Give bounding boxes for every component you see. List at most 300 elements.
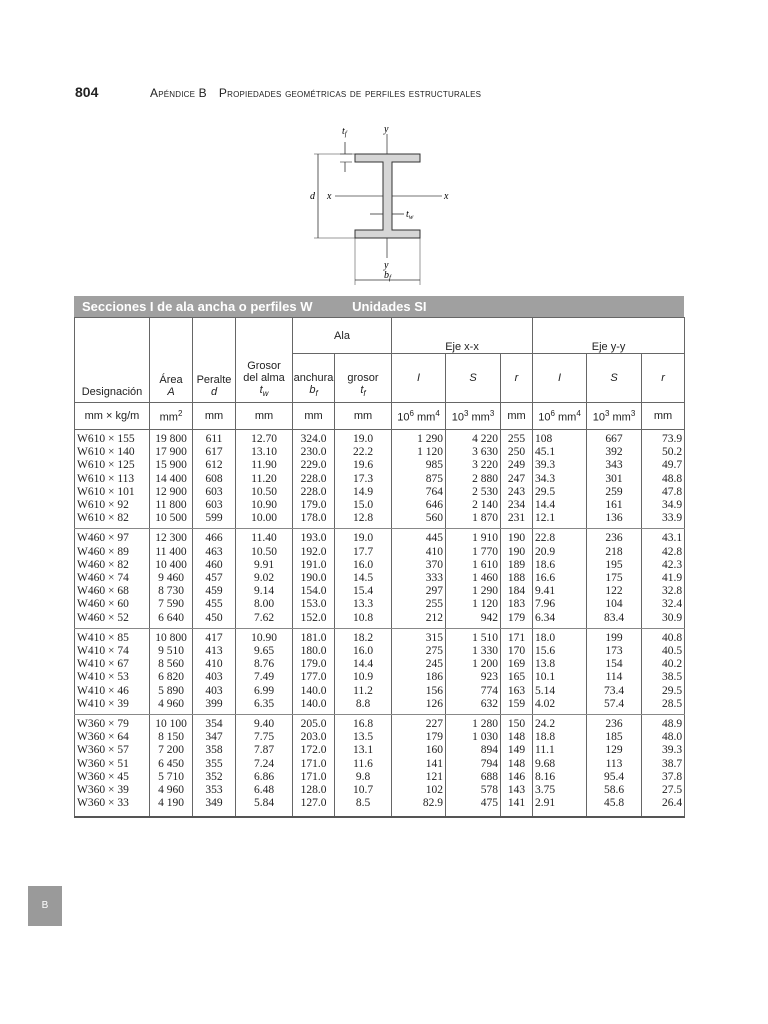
cell-grosor-alma: 10.90	[236, 499, 293, 512]
cell-area: 12 900	[150, 486, 193, 499]
cell-anchura: 229.0	[293, 459, 335, 472]
cell-grosor: 16.0	[335, 645, 392, 658]
cell-peralte: 466	[193, 529, 236, 546]
cell-sxx: 1 870	[446, 512, 501, 529]
w-section-diagram	[300, 120, 470, 290]
cell-anchura: 153.0	[293, 598, 335, 611]
cell-area: 10 100	[150, 715, 193, 732]
cell-syy: 114	[587, 671, 642, 684]
cell-grosor: 15.0	[335, 499, 392, 512]
cell-designacion: W360 × 64	[75, 731, 150, 744]
cell-sxx: 1 030	[446, 731, 501, 744]
cell-peralte: 358	[193, 744, 236, 757]
cell-sxx: 774	[446, 685, 501, 698]
page-number: 804	[75, 84, 99, 100]
cell-rxx: 169	[501, 658, 533, 671]
cell-syy: 236	[587, 715, 642, 732]
cell-ixx: 370	[392, 559, 446, 572]
table-row	[75, 572, 685, 585]
cell-grosor: 8.5	[335, 797, 392, 817]
table-row	[75, 628, 685, 645]
cell-anchura: 152.0	[293, 612, 335, 629]
cell-rxx: 250	[501, 446, 533, 459]
cell-rxx: 183	[501, 598, 533, 611]
cell-syy: 301	[587, 473, 642, 486]
cell-grosor: 12.8	[335, 512, 392, 529]
cell-designacion: W610 × 155	[75, 430, 150, 447]
cell-iyy: 6.34	[533, 612, 587, 629]
cell-grosor: 16.0	[335, 559, 392, 572]
cell-sxx: 2 880	[446, 473, 501, 486]
cell-rxx: 149	[501, 744, 533, 757]
cell-syy: 195	[587, 559, 642, 572]
cell-iyy: 39.3	[533, 459, 587, 472]
x-label-right: x	[444, 191, 449, 202]
cell-grosor-alma: 6.35	[236, 698, 293, 715]
cell-iyy: 2.91	[533, 797, 587, 817]
cell-peralte: 355	[193, 758, 236, 771]
col-designacion: Designación	[75, 318, 150, 403]
cell-grosor-alma: 11.40	[236, 529, 293, 546]
cell-sxx: 923	[446, 671, 501, 684]
cell-grosor: 9.8	[335, 771, 392, 784]
cell-peralte: 608	[193, 473, 236, 486]
table-row	[75, 698, 685, 715]
cell-grosor: 19.0	[335, 430, 392, 447]
table-row	[75, 645, 685, 658]
tf-label: $t_f$	[342, 126, 347, 138]
cell-peralte: 349	[193, 797, 236, 817]
cell-peralte: 347	[193, 731, 236, 744]
cell-syy: 173	[587, 645, 642, 658]
cell-rxx: 243	[501, 486, 533, 499]
cell-grosor-alma: 5.84	[236, 797, 293, 817]
cell-anchura: 127.0	[293, 797, 335, 817]
cell-rxx: 249	[501, 459, 533, 472]
cell-ryy: 40.5	[642, 645, 685, 658]
cell-area: 17 900	[150, 446, 193, 459]
cell-ixx: 764	[392, 486, 446, 499]
col-ixx: I	[392, 354, 446, 403]
cell-anchura: 171.0	[293, 771, 335, 784]
cell-peralte: 455	[193, 598, 236, 611]
cell-rxx: 190	[501, 529, 533, 546]
cell-iyy: 20.9	[533, 546, 587, 559]
cell-ryy: 32.4	[642, 598, 685, 611]
cell-ryy: 26.4	[642, 797, 685, 817]
cell-iyy: 3.75	[533, 784, 587, 797]
cell-area: 4 190	[150, 797, 193, 817]
table-row	[75, 446, 685, 459]
cell-designacion: W360 × 39	[75, 784, 150, 797]
table-row	[75, 559, 685, 572]
cell-grosor-alma: 9.40	[236, 715, 293, 732]
cell-area: 8 560	[150, 658, 193, 671]
page-header	[75, 84, 481, 100]
cell-peralte: 603	[193, 486, 236, 499]
cell-sxx: 3 630	[446, 446, 501, 459]
col-peralte: Peralte d	[193, 318, 236, 403]
cell-ixx: 315	[392, 628, 446, 645]
cell-rxx: 143	[501, 784, 533, 797]
cell-sxx: 4 220	[446, 430, 501, 447]
cell-ryy: 30.9	[642, 612, 685, 629]
cell-syy: 199	[587, 628, 642, 645]
cell-rxx: 163	[501, 685, 533, 698]
cell-designacion: W360 × 45	[75, 771, 150, 784]
cell-ixx: 445	[392, 529, 446, 546]
cell-iyy: 13.8	[533, 658, 587, 671]
cell-ixx: 186	[392, 671, 446, 684]
cell-iyy: 16.6	[533, 572, 587, 585]
cell-rxx: 148	[501, 731, 533, 744]
cell-ixx: 1 290	[392, 430, 446, 447]
cell-anchura: 191.0	[293, 559, 335, 572]
cell-peralte: 459	[193, 585, 236, 598]
cell-rxx: 148	[501, 758, 533, 771]
cell-ixx: 82.9	[392, 797, 446, 817]
cell-syy: 104	[587, 598, 642, 611]
col-sxx: S	[446, 354, 501, 403]
cell-peralte: 617	[193, 446, 236, 459]
cell-peralte: 413	[193, 645, 236, 658]
cell-designacion: W410 × 39	[75, 698, 150, 715]
cell-peralte: 457	[193, 572, 236, 585]
properties-table	[74, 296, 684, 818]
cell-grosor: 17.3	[335, 473, 392, 486]
cell-grosor: 10.8	[335, 612, 392, 629]
col-rxx: r	[501, 354, 533, 403]
cell-area: 4 960	[150, 784, 193, 797]
cell-area: 7 590	[150, 598, 193, 611]
cell-ryy: 47.8	[642, 486, 685, 499]
cell-anchura: 178.0	[293, 512, 335, 529]
units-label: Unidades SI	[352, 299, 427, 314]
cell-ixx: 646	[392, 499, 446, 512]
cell-sxx: 794	[446, 758, 501, 771]
cell-ixx: 333	[392, 572, 446, 585]
cell-ixx: 255	[392, 598, 446, 611]
unit-ixx: $10^6$ $mm^4$	[392, 403, 446, 430]
cell-grosor-alma: 10.90	[236, 628, 293, 645]
cell-syy: 73.4	[587, 685, 642, 698]
cell-iyy: 5.14	[533, 685, 587, 698]
cell-grosor-alma: 10.50	[236, 546, 293, 559]
cell-ryy: 48.9	[642, 715, 685, 732]
cell-syy: 57.4	[587, 698, 642, 715]
cell-grosor: 13.5	[335, 731, 392, 744]
cell-designacion: W360 × 33	[75, 797, 150, 817]
cell-sxx: 2 530	[446, 486, 501, 499]
cell-designacion: W460 × 82	[75, 559, 150, 572]
cell-ryy: 38.7	[642, 758, 685, 771]
cell-rxx: 188	[501, 572, 533, 585]
cell-anchura: 179.0	[293, 499, 335, 512]
cell-sxx: 1 290	[446, 585, 501, 598]
cell-anchura: 172.0	[293, 744, 335, 757]
cell-grosor-alma: 8.76	[236, 658, 293, 671]
cell-grosor-alma: 9.65	[236, 645, 293, 658]
table-row	[75, 585, 685, 598]
cell-grosor: 16.8	[335, 715, 392, 732]
cell-area: 11 800	[150, 499, 193, 512]
table-row	[75, 715, 685, 732]
cell-area: 12 300	[150, 529, 193, 546]
cell-ixx: 297	[392, 585, 446, 598]
cell-syy: 95.4	[587, 771, 642, 784]
cell-iyy: 9.68	[533, 758, 587, 771]
cell-iyy: 18.6	[533, 559, 587, 572]
cell-anchura: 205.0	[293, 715, 335, 732]
unit-grosor-alma: mm	[236, 403, 293, 430]
cell-peralte: 612	[193, 459, 236, 472]
cell-area: 10 500	[150, 512, 193, 529]
cell-anchura: 230.0	[293, 446, 335, 459]
table-row	[75, 512, 685, 529]
unit-anchura: mm	[293, 403, 335, 430]
cell-grosor-alma: 6.86	[236, 771, 293, 784]
cell-grosor-alma: 11.90	[236, 459, 293, 472]
cell-sxx: 688	[446, 771, 501, 784]
tw-label: $t_w$	[406, 209, 414, 221]
cell-iyy: 15.6	[533, 645, 587, 658]
cell-syy: 161	[587, 499, 642, 512]
cell-area: 5 890	[150, 685, 193, 698]
cell-grosor: 14.9	[335, 486, 392, 499]
cell-sxx: 1 910	[446, 529, 501, 546]
cell-grosor: 13.3	[335, 598, 392, 611]
cell-grosor: 14.4	[335, 658, 392, 671]
cell-designacion: W610 × 101	[75, 486, 150, 499]
cell-area: 6 820	[150, 671, 193, 684]
cell-ryy: 27.5	[642, 784, 685, 797]
cell-designacion: W360 × 57	[75, 744, 150, 757]
cell-designacion: W610 × 125	[75, 459, 150, 472]
unit-peralte: mm	[193, 403, 236, 430]
appendix-side-tab: B	[28, 886, 62, 926]
cell-grosor-alma: 7.49	[236, 671, 293, 684]
cell-ryy: 40.8	[642, 628, 685, 645]
cell-designacion: W410 × 85	[75, 628, 150, 645]
cell-iyy: 34.3	[533, 473, 587, 486]
cell-ixx: 985	[392, 459, 446, 472]
cell-grosor: 10.9	[335, 671, 392, 684]
cell-area: 9 460	[150, 572, 193, 585]
cell-rxx: 165	[501, 671, 533, 684]
cell-grosor-alma: 6.48	[236, 784, 293, 797]
cell-peralte: 599	[193, 512, 236, 529]
cell-syy: 58.6	[587, 784, 642, 797]
cell-grosor-alma: 10.50	[236, 486, 293, 499]
cell-syy: 175	[587, 572, 642, 585]
cell-syy: 122	[587, 585, 642, 598]
cell-peralte: 403	[193, 671, 236, 684]
cell-peralte: 352	[193, 771, 236, 784]
cell-anchura: 228.0	[293, 486, 335, 499]
cell-designacion: W460 × 68	[75, 585, 150, 598]
table-title: Secciones I de ala ancha o perfiles W	[82, 299, 313, 314]
cell-syy: 259	[587, 486, 642, 499]
cell-anchura: 140.0	[293, 698, 335, 715]
cell-sxx: 894	[446, 744, 501, 757]
cell-peralte: 353	[193, 784, 236, 797]
section-table	[74, 317, 685, 818]
cell-sxx: 1 510	[446, 628, 501, 645]
cell-anchura: 203.0	[293, 731, 335, 744]
cell-syy: 129	[587, 744, 642, 757]
cell-ixx: 102	[392, 784, 446, 797]
cell-grosor: 8.8	[335, 698, 392, 715]
cell-ryy: 38.5	[642, 671, 685, 684]
y-label-bottom: y	[384, 260, 389, 271]
table-row	[75, 430, 685, 447]
table-row	[75, 731, 685, 744]
cell-designacion: W460 × 97	[75, 529, 150, 546]
cell-ixx: 245	[392, 658, 446, 671]
table-row	[75, 658, 685, 671]
cell-grosor-alma: 9.14	[236, 585, 293, 598]
cell-iyy: 18.8	[533, 731, 587, 744]
cell-sxx: 632	[446, 698, 501, 715]
cell-anchura: 177.0	[293, 671, 335, 684]
table-row	[75, 486, 685, 499]
col-ala: Ala	[293, 318, 392, 354]
cell-peralte: 603	[193, 499, 236, 512]
cell-syy: 113	[587, 758, 642, 771]
cell-area: 8 730	[150, 585, 193, 598]
unit-syy: $10^3$ $mm^3$	[587, 403, 642, 430]
cell-iyy: 29.5	[533, 486, 587, 499]
cell-grosor-alma: 11.20	[236, 473, 293, 486]
y-label-top: y	[384, 124, 389, 135]
cell-area: 11 400	[150, 546, 193, 559]
cell-rxx: 247	[501, 473, 533, 486]
cell-grosor-alma: 9.02	[236, 572, 293, 585]
cell-designacion: W460 × 60	[75, 598, 150, 611]
cell-area: 10 400	[150, 559, 193, 572]
cell-sxx: 1 200	[446, 658, 501, 671]
col-syy: S	[587, 354, 642, 403]
cell-grosor: 14.5	[335, 572, 392, 585]
cell-grosor-alma: 7.24	[236, 758, 293, 771]
cell-ixx: 227	[392, 715, 446, 732]
cell-ryy: 73.9	[642, 430, 685, 447]
col-grosor-alma: Grosor del alma $t_w$	[236, 318, 293, 403]
chapter-title: Propiedades geométricas de perfiles estructurales	[218, 86, 482, 100]
cell-ixx: 141	[392, 758, 446, 771]
cell-ryy: 39.3	[642, 744, 685, 757]
cell-grosor: 11.2	[335, 685, 392, 698]
table-row	[75, 499, 685, 512]
cell-rxx: 231	[501, 512, 533, 529]
cell-ixx: 160	[392, 744, 446, 757]
cell-syy: 343	[587, 459, 642, 472]
cell-designacion: W360 × 51	[75, 758, 150, 771]
cell-peralte: 450	[193, 612, 236, 629]
cell-designacion: W410 × 74	[75, 645, 150, 658]
cell-ryy: 33.9	[642, 512, 685, 529]
cell-iyy: 9.41	[533, 585, 587, 598]
cell-ixx: 212	[392, 612, 446, 629]
cell-grosor-alma: 12.70	[236, 430, 293, 447]
cell-ryy: 40.2	[642, 658, 685, 671]
table-row	[75, 473, 685, 486]
cell-syy: 45.8	[587, 797, 642, 817]
cell-rxx: 234	[501, 499, 533, 512]
cell-rxx: 184	[501, 585, 533, 598]
cell-area: 10 800	[150, 628, 193, 645]
cell-anchura: 193.0	[293, 529, 335, 546]
cell-grosor: 11.6	[335, 758, 392, 771]
cell-grosor: 19.6	[335, 459, 392, 472]
cell-ryy: 50.2	[642, 446, 685, 459]
cell-anchura: 324.0	[293, 430, 335, 447]
cell-ryy: 48.0	[642, 731, 685, 744]
cell-iyy: 11.1	[533, 744, 587, 757]
col-anchura: anchura $b_f$	[293, 354, 335, 403]
cell-rxx: 179	[501, 612, 533, 629]
cell-designacion: W460 × 89	[75, 546, 150, 559]
cell-rxx: 171	[501, 628, 533, 645]
cell-designacion: W410 × 67	[75, 658, 150, 671]
cell-grosor-alma: 7.87	[236, 744, 293, 757]
table-row	[75, 797, 685, 817]
table-row	[75, 671, 685, 684]
cell-anchura: 228.0	[293, 473, 335, 486]
table-row	[75, 685, 685, 698]
appendix-label: Apéndice B	[149, 86, 207, 100]
cell-grosor-alma: 7.62	[236, 612, 293, 629]
cell-anchura: 128.0	[293, 784, 335, 797]
cell-iyy: 22.8	[533, 529, 587, 546]
cell-designacion: W610 × 113	[75, 473, 150, 486]
cell-area: 7 200	[150, 744, 193, 757]
cell-sxx: 475	[446, 797, 501, 817]
cell-anchura: 140.0	[293, 685, 335, 698]
table-title-bar	[74, 296, 684, 317]
cell-peralte: 463	[193, 546, 236, 559]
cell-area: 14 400	[150, 473, 193, 486]
cell-ryy: 42.8	[642, 546, 685, 559]
cell-grosor: 13.1	[335, 744, 392, 757]
cell-ixx: 875	[392, 473, 446, 486]
cell-sxx: 1 770	[446, 546, 501, 559]
cell-grosor-alma: 9.91	[236, 559, 293, 572]
cell-grosor-alma: 6.99	[236, 685, 293, 698]
unit-rxx: mm	[501, 403, 533, 430]
cell-designacion: W460 × 74	[75, 572, 150, 585]
unit-iyy: $10^6$ $mm^4$	[533, 403, 587, 430]
cell-sxx: 1 460	[446, 572, 501, 585]
cell-iyy: 108	[533, 430, 587, 447]
cell-grosor: 18.2	[335, 628, 392, 645]
cell-grosor: 15.4	[335, 585, 392, 598]
cell-syy: 154	[587, 658, 642, 671]
cell-anchura: 179.0	[293, 658, 335, 671]
cell-ixx: 179	[392, 731, 446, 744]
cell-designacion: W410 × 46	[75, 685, 150, 698]
cell-area: 9 510	[150, 645, 193, 658]
cell-peralte: 403	[193, 685, 236, 698]
cell-ixx: 121	[392, 771, 446, 784]
cell-syy: 83.4	[587, 612, 642, 629]
col-iyy: I	[533, 354, 587, 403]
x-label-left: x	[327, 191, 332, 202]
col-eje-xx: Eje x-x	[392, 318, 533, 354]
cell-peralte: 354	[193, 715, 236, 732]
table-body	[75, 430, 685, 818]
cell-rxx: 146	[501, 771, 533, 784]
